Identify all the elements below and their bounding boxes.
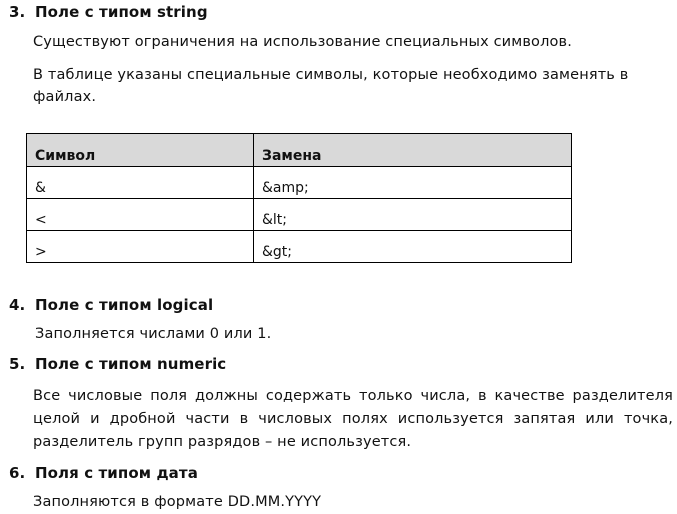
section-4-number: 4. — [9, 296, 26, 314]
section-6-paragraph: Заполняются в формате DD.MM.YYYY — [33, 494, 322, 510]
section-3-number: 3. — [9, 3, 26, 21]
section-6-number: 6. — [9, 464, 26, 482]
table-cell-replacement: &gt; — [254, 231, 572, 263]
section-3-paragraph-1: Существуют ограничения на использование специальных символов. — [33, 34, 572, 50]
column-header-replacement: Замена — [254, 134, 572, 167]
section-5-paragraph: Все числовые поля должны содержать только числа, в качестве разделителя целой и дробной части в числовых полях используется запятая или точка, разделитель групп разрядов – не используется. — [33, 388, 673, 450]
section-4-paragraph: Заполняется числами 0 или 1. — [35, 326, 272, 342]
table-cell-replacement: &lt; — [254, 199, 572, 231]
table-cell-replacement: &amp; — [254, 167, 572, 199]
section-3-heading — [9, 3, 208, 21]
section-4-title: Поле с типом logical — [35, 296, 214, 314]
section-6-title: Поля с типом дата — [35, 464, 198, 482]
column-header-symbol: Символ — [27, 134, 254, 167]
section-5-title: Поле с типом numeric — [35, 355, 227, 373]
section-3-title: Поле с типом string — [35, 3, 208, 21]
table-cell-symbol: & — [27, 167, 254, 199]
table-row — [27, 199, 572, 231]
section-3-paragraph-2-line-2: файлах. — [33, 89, 97, 105]
section-4-heading — [9, 296, 213, 314]
table-cell-symbol: < — [27, 199, 254, 231]
section-5-number: 5. — [9, 355, 26, 373]
special-characters-table — [26, 133, 572, 263]
section-5-heading — [9, 355, 226, 373]
table-cell-symbol: > — [27, 231, 254, 263]
table-row — [27, 167, 572, 199]
section-6-heading — [9, 464, 198, 482]
table-row — [27, 231, 572, 263]
table-header-row — [27, 134, 572, 167]
section-3-paragraph-2-line-1: В таблице указаны специальные символы, которые необходимо заменять в — [33, 67, 629, 83]
